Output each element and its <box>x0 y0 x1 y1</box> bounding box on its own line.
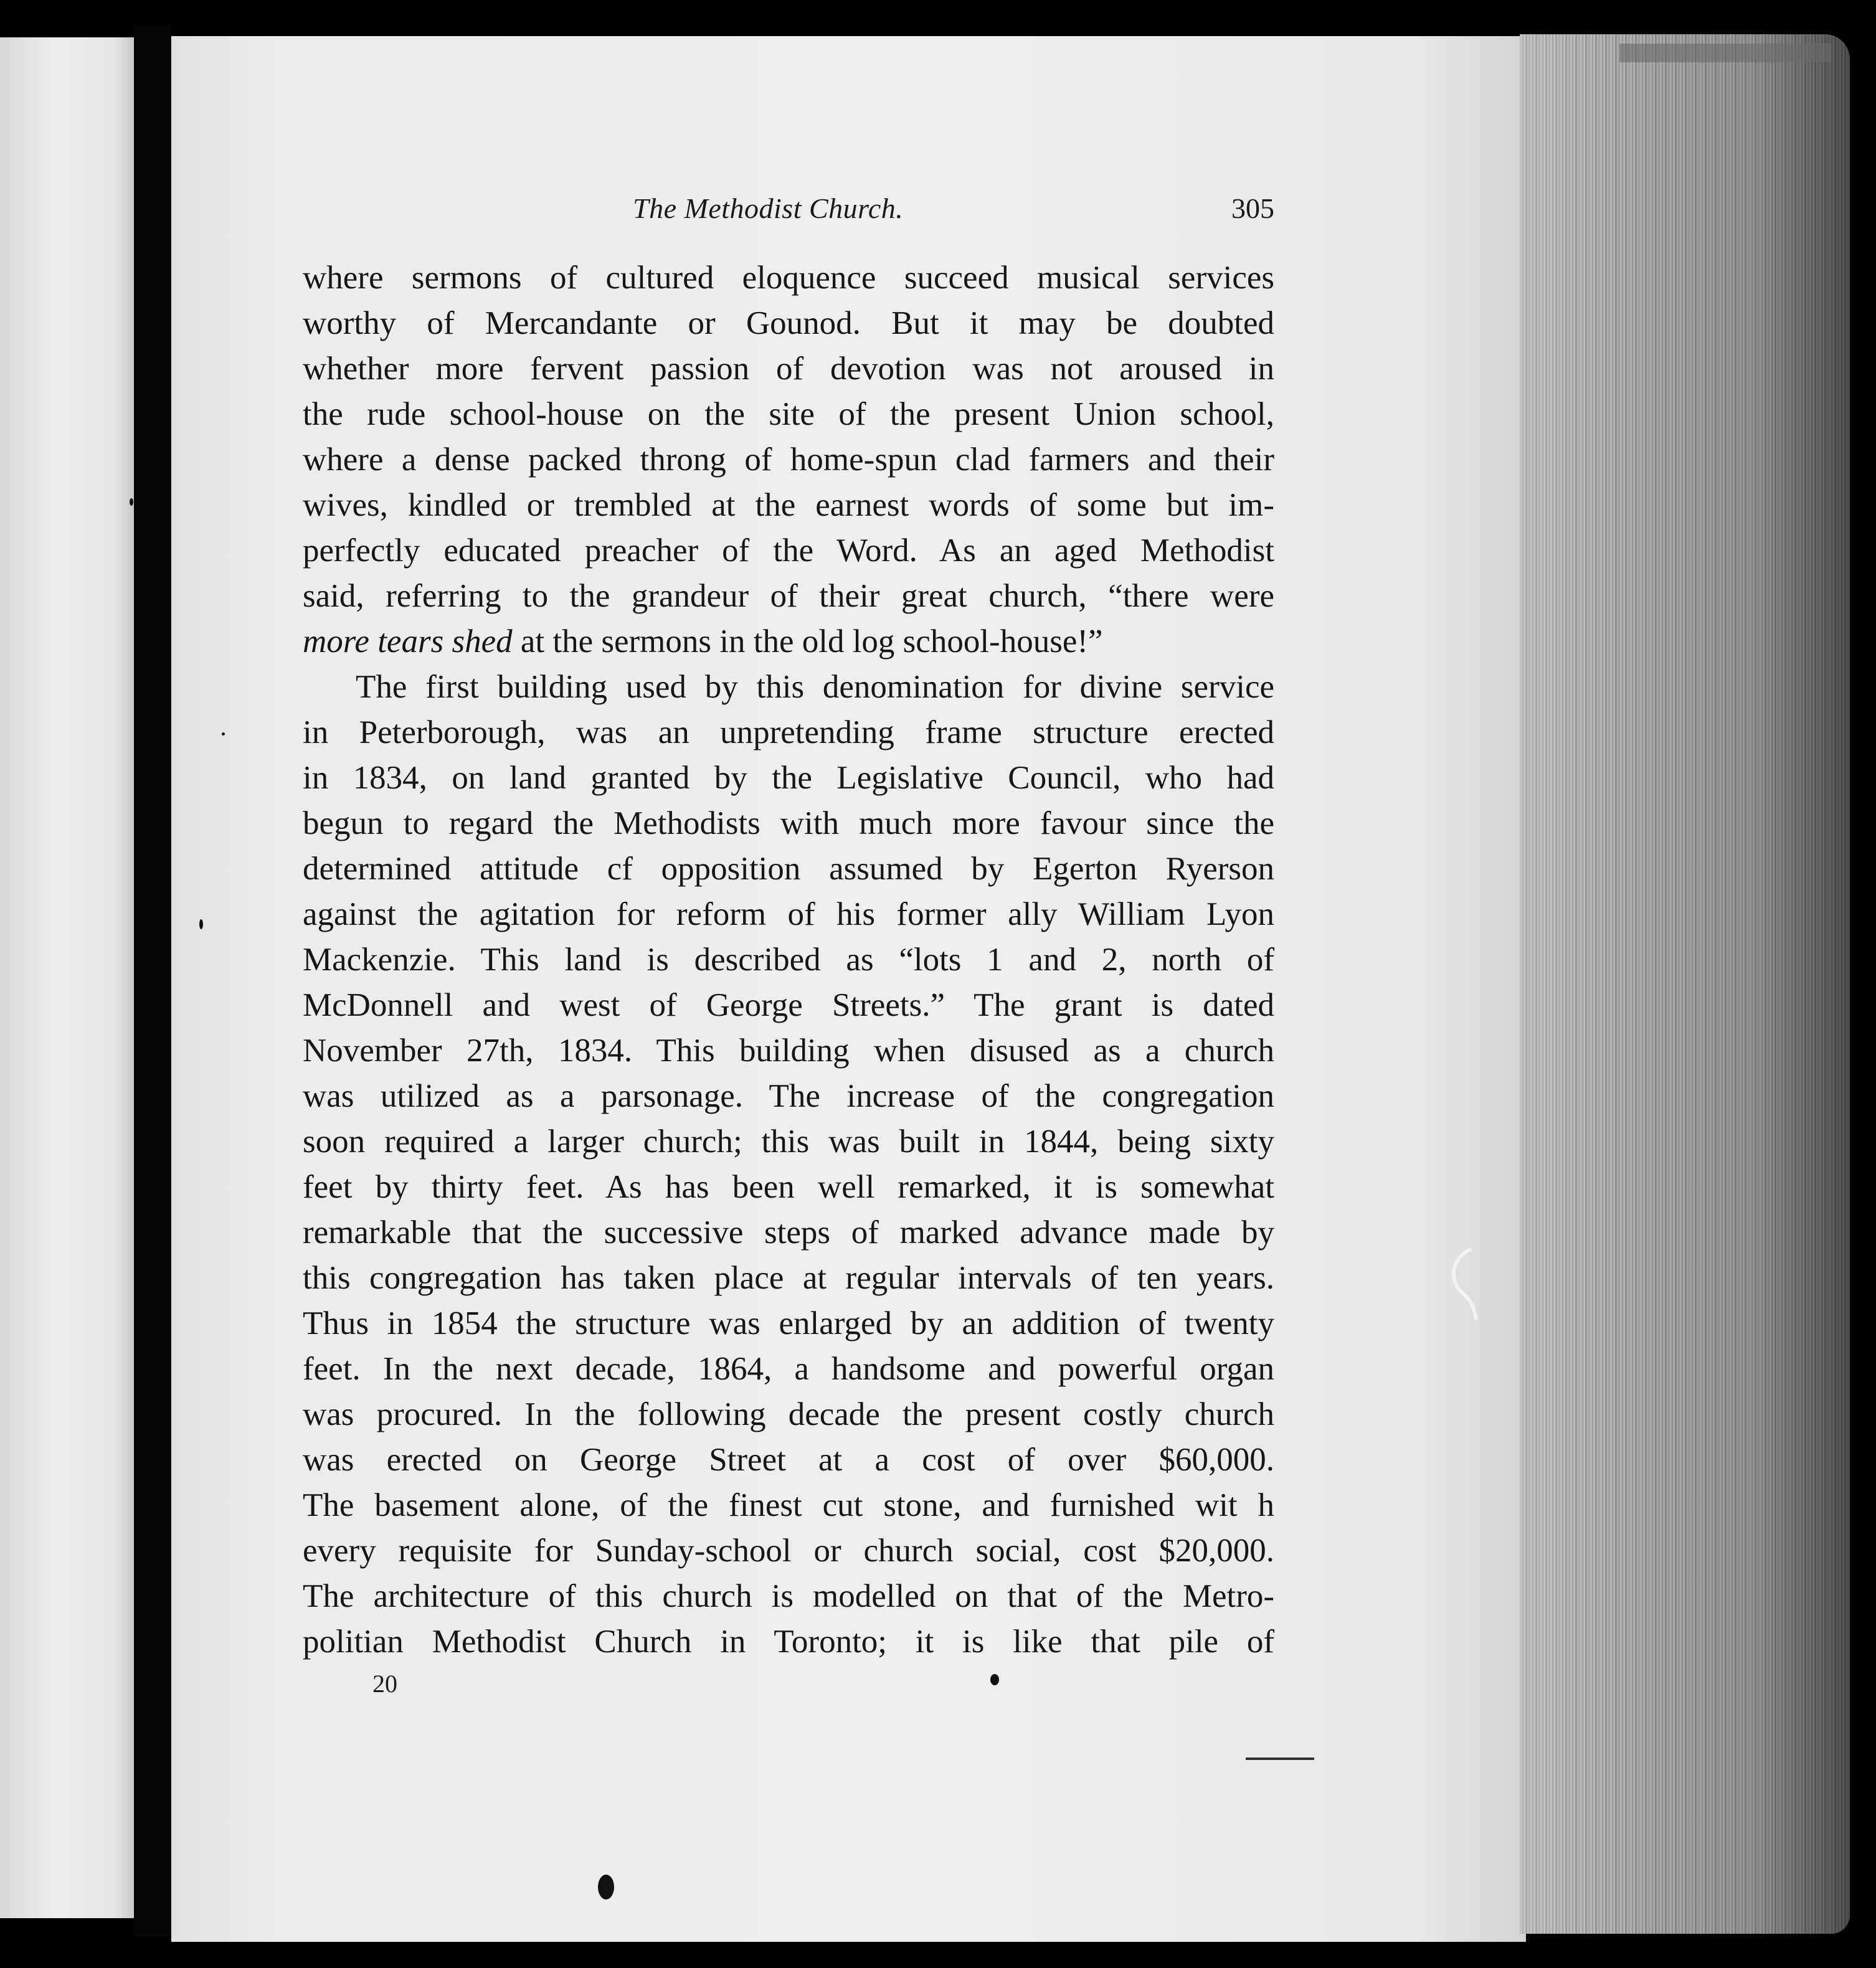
text-line: was utilized as a parsonage. The increase of the congregation <box>303 1078 1274 1114</box>
ink-mark <box>199 919 203 929</box>
book-gutter <box>134 25 171 1937</box>
running-head: The Methodist Church. <box>633 192 904 224</box>
text-line <box>303 619 1274 665</box>
text-line: soon required a larger church; this was built in 1844, being sixty <box>303 1124 1274 1160</box>
ink-mark <box>222 732 225 736</box>
text-line: remarkable that the successive steps of marked advance made by <box>303 1214 1274 1251</box>
text-line: in 1834, on land granted by the Legislative Council, who had <box>303 760 1274 796</box>
body-text <box>303 255 1274 1665</box>
stray-curve <box>1446 1246 1484 1327</box>
text-line: McDonnell and west of George Streets.” The grant is dated <box>303 987 1274 1023</box>
ink-dot <box>990 1674 999 1685</box>
text-line: where a dense packed throng of home-spun clad farmers and their <box>303 442 1274 478</box>
text-line: feet. In the next decade, 1864, a handsome and powerful organ <box>303 1351 1274 1387</box>
text-line: Mackenzie. This land is described as “lots 1 and 2, north of <box>303 942 1274 978</box>
text-line: November 27th, 1834. This building when disused as a church <box>303 1033 1274 1069</box>
text-line: was procured. In the following decade the present costly church <box>303 1396 1274 1432</box>
text-line: was erected on George Street at a cost of over $60,000. <box>303 1442 1274 1478</box>
text-line: The first building used by this denomination for divine service <box>356 669 1274 705</box>
text-line: The basement alone, of the finest cut stone, and furnished wit h <box>303 1487 1274 1523</box>
text-line: The architecture of this church is modelled on that of the Metro- <box>303 1578 1274 1614</box>
text-line: every requisite for Sunday-school or church social, cost $20,000. <box>303 1533 1274 1569</box>
paragraph-2 <box>303 665 1274 1665</box>
text-line: where sermons of cultured eloquence succeed musical services <box>303 260 1274 296</box>
text-line: in Peterborough, was an unpretending frame structure erected <box>303 714 1274 750</box>
stray-rule <box>1246 1757 1314 1760</box>
left-facing-page <box>0 37 134 1918</box>
text-line: whether more fervent passion of devotion was not aroused in <box>303 351 1274 387</box>
text-line: against the agitation for reform of his former ally William Lyon <box>303 896 1274 932</box>
page-number: 305 <box>1231 192 1274 224</box>
italic-phrase: more tears shed <box>303 623 513 660</box>
text-line: this congregation has taken place at regular intervals of ten years. <box>303 1260 1274 1296</box>
text-line: feet by thirty feet. As has been well remarked, it is somewhat <box>303 1169 1274 1205</box>
page-edges-shade <box>1520 34 1850 1934</box>
text-line: politian Methodist Church in Toronto; it is like that pile of <box>303 1624 1274 1660</box>
text-line: worthy of Mercandante or Gounod. But it may be doubted <box>303 305 1274 341</box>
text-line: wives, kindled or trembled at the earnest words of some but im- <box>303 487 1274 523</box>
ink-blot <box>598 1875 614 1899</box>
text-line: begun to regard the Methodists with much more favour since the <box>303 805 1274 841</box>
page-edges-band <box>1619 44 1831 62</box>
text-line: perfectly educated preacher of the Word. As an aged Methodist <box>303 532 1274 569</box>
text-line: determined attitude cf opposition assumed by Egerton Ryerson <box>303 851 1274 887</box>
text-line: said, referring to the grandeur of their great church, “there were <box>303 578 1274 614</box>
text-line: Thus in 1854 the structure was enlarged by an addition of twenty <box>303 1305 1274 1341</box>
signature-mark: 20 <box>372 1670 397 1698</box>
ink-mark <box>130 498 133 506</box>
paragraph-1 <box>303 255 1274 665</box>
text-line: the rude school-house on the site of the present Union school, <box>303 396 1274 432</box>
text-line-rest: at the sermons in the old log school-house!” <box>512 623 1103 660</box>
page-header <box>303 192 1274 242</box>
